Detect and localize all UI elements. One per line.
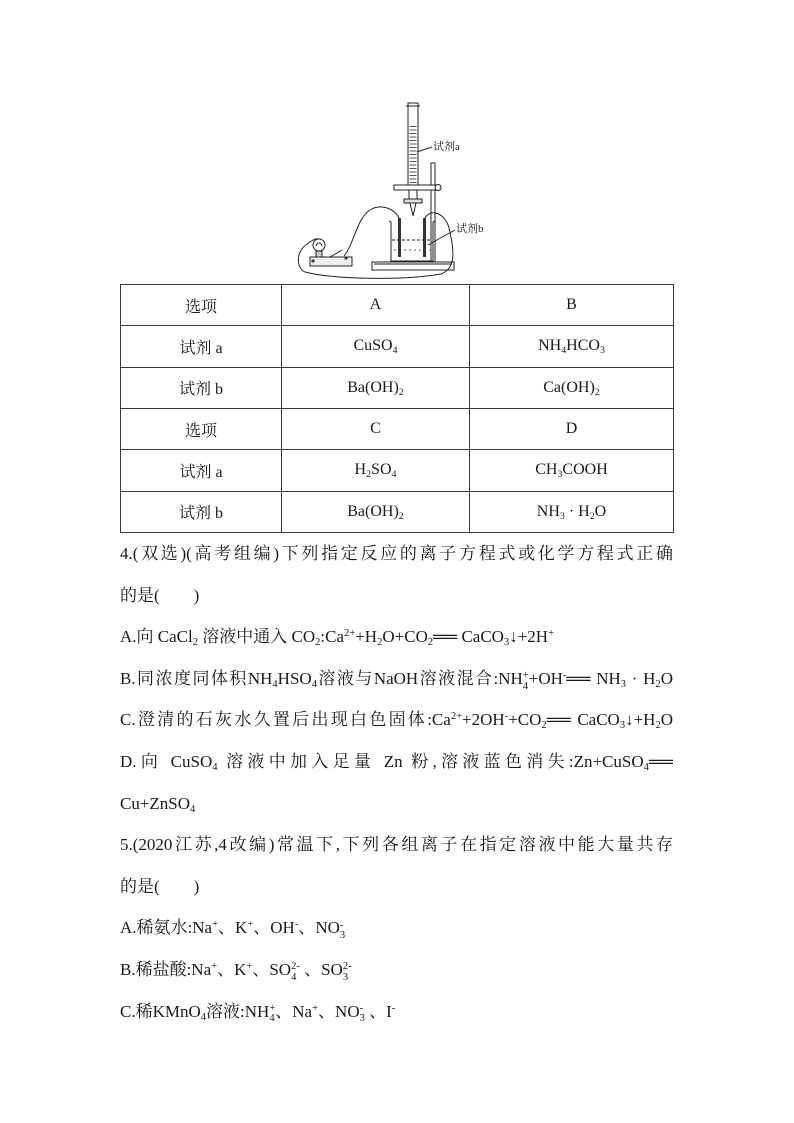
subscript: 4 bbox=[291, 971, 297, 983]
subscript: 2 bbox=[655, 678, 661, 690]
superscript: - bbox=[359, 1002, 364, 1014]
subscript: 4 bbox=[391, 469, 397, 481]
question-4-option-a: A.向 CaCl$_2$ 溶液中通入 $CO_2:Ca^{2+}+H_2O+CO_2══$ CaCO$_3$↓+2H+ bbox=[120, 627, 555, 649]
superscript: - bbox=[339, 919, 344, 931]
table-cell-row-label: 试剂 b bbox=[121, 367, 282, 408]
superscript: + bbox=[548, 628, 555, 640]
bulb-socket bbox=[316, 251, 322, 257]
subscript: 2 bbox=[427, 637, 434, 649]
stacked-charge-and-subscript bbox=[291, 962, 300, 983]
stacked-charge-and-subscript bbox=[343, 962, 352, 983]
subscript: 4 bbox=[272, 678, 278, 690]
subscript: 4 bbox=[311, 678, 317, 690]
subscript: 3 bbox=[620, 678, 627, 690]
table-cell: $NH_3 \cdot H_2O$ bbox=[470, 491, 674, 532]
subscript: 4 bbox=[392, 345, 398, 357]
table-row bbox=[121, 285, 674, 326]
table-row bbox=[121, 367, 674, 408]
table-cell-row-label: 试剂 a bbox=[121, 450, 282, 491]
stopcock bbox=[404, 199, 422, 203]
stand-base bbox=[372, 262, 454, 270]
table-cell: B bbox=[470, 285, 674, 326]
table-cell: CuSO$_4$ bbox=[282, 326, 470, 367]
superscript: + bbox=[269, 1002, 276, 1014]
table-cell: $NH_4HCO_3$ bbox=[470, 326, 674, 367]
subscript: 2 bbox=[589, 510, 595, 522]
clamp-bar bbox=[394, 185, 440, 190]
subscript: 2 bbox=[377, 637, 383, 649]
subscript: 4 bbox=[200, 1011, 207, 1023]
subscript: 3 bbox=[557, 469, 563, 481]
question-5-option-b: B.稀盐酸:Na+、K+、SO 2- 4 、SO 2- 3 bbox=[120, 959, 352, 983]
leader-line-reagent-a bbox=[417, 147, 432, 152]
table-cell: A bbox=[282, 285, 470, 326]
subscript: 2 bbox=[192, 637, 198, 649]
question-5-option-c: C.稀KMnO$_4$溶液:NH + 4 、Na+、NO - 3 、I- bbox=[120, 1001, 396, 1025]
electrode-right bbox=[423, 218, 426, 257]
subscript: 3 bbox=[619, 720, 626, 732]
subscript: 4 bbox=[643, 762, 649, 774]
table-row bbox=[121, 491, 674, 532]
table-cell: $Ba(OH)_2$ bbox=[282, 491, 470, 532]
table-cell-row-label: 选项 bbox=[121, 408, 282, 449]
superscript: + bbox=[312, 1002, 319, 1014]
superscript: + bbox=[246, 961, 253, 973]
stacked-charge-and-subscript bbox=[360, 1004, 365, 1025]
clamp-screw bbox=[435, 185, 441, 191]
superscript: 2- bbox=[291, 961, 300, 973]
superscript: - bbox=[504, 711, 509, 723]
stacked-charge-and-subscript bbox=[340, 921, 345, 942]
superscript: - bbox=[562, 669, 567, 681]
subscript: 3 bbox=[359, 1013, 365, 1025]
table-cell: C bbox=[282, 408, 470, 449]
subscript: 2 bbox=[541, 720, 547, 732]
superscript: + bbox=[247, 919, 254, 931]
table-cell-row-label: 试剂 b bbox=[121, 491, 282, 532]
stacked-charge-and-subscript bbox=[523, 671, 529, 692]
subscript: 3 bbox=[339, 930, 346, 942]
superscript: + bbox=[211, 961, 218, 973]
superscript: 2+ bbox=[450, 711, 463, 723]
table-cell: $Ba(OH)_2$ bbox=[282, 367, 470, 408]
table-row bbox=[121, 326, 674, 367]
table-row bbox=[121, 450, 674, 491]
table-cell: $H_2SO_4$ bbox=[282, 450, 470, 491]
subscript: 3 bbox=[503, 637, 510, 649]
superscript: + bbox=[522, 669, 529, 681]
label-reagent-a: 试剂a bbox=[433, 141, 460, 153]
stacked-charge-and-subscript bbox=[269, 1004, 275, 1025]
subscript: 2 bbox=[594, 386, 600, 398]
burette-tip bbox=[410, 203, 416, 216]
superscript: 2+ bbox=[344, 628, 356, 640]
question-4-stem-continued: 的是( ) bbox=[120, 585, 200, 605]
table-body bbox=[121, 285, 674, 533]
question-4-stem: 4.(双选)(高考组编)下列指定反应的离子方程式或化学方程式正确 bbox=[120, 544, 673, 563]
table-cell: D bbox=[470, 408, 674, 449]
question-5-stem-continued: 的是( ) bbox=[120, 876, 200, 896]
subscript: 4 bbox=[190, 803, 196, 815]
superscript: 2- bbox=[342, 961, 352, 973]
table-cell: $Ca(OH)_2$ bbox=[470, 367, 674, 408]
subscript: 2 bbox=[655, 720, 661, 732]
question-4-option-d-continued: Cu+ZnSO$_4$ bbox=[120, 793, 196, 815]
electrode-left bbox=[398, 218, 401, 257]
switch-lever bbox=[330, 250, 342, 257]
light-bulb bbox=[313, 239, 325, 251]
burette-tube bbox=[408, 103, 418, 190]
question-4-option-d: D.向 CuSO$_4$ 溶液中加入足量 Zn 粉,溶液蓝色消失:Zn+CuSO$_4$══ bbox=[120, 751, 673, 774]
reagent-table bbox=[120, 284, 674, 533]
question-4-option-c: C.澄清的石灰水久置后出现白色固体$:Ca^{2+}+2OH^-+CO_2══$ $CaCO_3↓+H_2O$ bbox=[120, 710, 673, 732]
label-reagent-b: 试剂b bbox=[456, 223, 484, 235]
question-5-stem: 5.(2020江苏,4改编)常温下,下列各组离子在指定溶液中能大量共存 bbox=[120, 835, 673, 855]
subscript: 2 bbox=[315, 637, 321, 649]
subscript: 2 bbox=[398, 510, 404, 522]
subscript: 3 bbox=[599, 345, 605, 357]
question-5-option-a: A.稀氨水:Na+、K+、OH-、NO - 3 bbox=[120, 918, 346, 942]
subscript: 3 bbox=[559, 510, 565, 522]
terminal-left bbox=[311, 259, 314, 262]
subscript: 4 bbox=[212, 762, 218, 774]
subscript: 4 bbox=[561, 345, 567, 357]
subscript: 2 bbox=[398, 386, 404, 398]
superscript: + bbox=[212, 919, 219, 931]
burette-lower-tube bbox=[409, 190, 417, 199]
table-cell: $CH_3COOH$ bbox=[470, 450, 674, 491]
table-cell-row-label: 选项 bbox=[121, 285, 282, 326]
conductivity-apparatus-diagram bbox=[290, 95, 500, 280]
superscript: - bbox=[294, 919, 299, 931]
superscript: - bbox=[391, 1002, 396, 1014]
subscript: 3 bbox=[342, 971, 349, 983]
question-list bbox=[120, 533, 673, 1032]
subscript: 2 bbox=[366, 469, 372, 481]
subscript: 4 bbox=[269, 1013, 275, 1025]
question-4-option-b: B.同浓度同体积$NH_4HSO_4$溶液与NaOH溶液混合:NH + 4 +OH-══ $NH_3 \cdot H_2O$ bbox=[120, 668, 673, 692]
terminal-right bbox=[344, 256, 347, 259]
beaker bbox=[389, 221, 435, 261]
table-cell-row-label: 试剂 a bbox=[121, 326, 282, 367]
table-row bbox=[121, 408, 674, 449]
subscript: 4 bbox=[522, 680, 529, 692]
